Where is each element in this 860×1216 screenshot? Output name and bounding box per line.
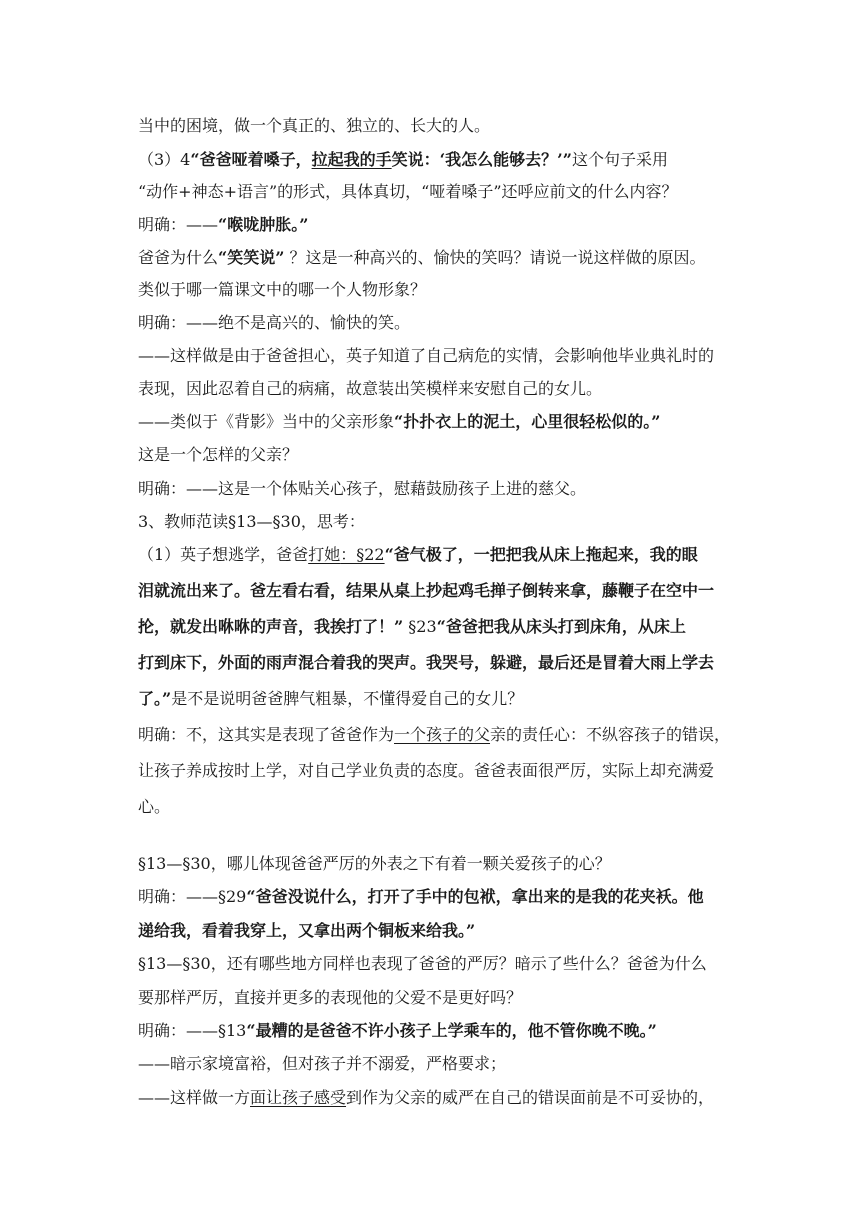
bold-quote-text: “爸爸没说什么，打开了手中的包袱，拿出来的是我的花夹袄。他 (246, 887, 704, 906)
underlined-text: 一个孩子的父 (394, 725, 491, 744)
text-line (138, 723, 764, 747)
text-segment: 到作为父亲的威严在自己的错误面前是不可妥协的， (346, 1088, 715, 1107)
text-segment: 明确：—— (138, 215, 219, 234)
text-line: 3、教师范读§13—§30，思考： (138, 512, 365, 531)
text-line (138, 1086, 764, 1110)
text-segment: 这个句子采用 (571, 150, 668, 169)
underlined-text: 面让孩子感受 (250, 1088, 347, 1107)
text-line (138, 410, 764, 434)
text-line (138, 885, 764, 909)
text-segment: 明确：——§29 (138, 887, 247, 906)
bold-quote-text: “喉咙肿胀。” (218, 215, 309, 234)
text-line: §13—§30，哪儿体现爸爸严厉的外表之下有着一颗关爱孩子的心？ (138, 854, 611, 873)
text-line: ——暗示家境富裕，但对孩子并不溺爱，严格要求； (138, 1054, 507, 1073)
text-line: 让孩子养成按时上学，对自己学业负责的态度。爸爸表面很严厉，实际上却充满爱 (138, 761, 715, 780)
text-line (138, 687, 764, 711)
underlined-text: 打她 (308, 545, 341, 564)
bold-quote-text: 泪就流出来了。爸左看右看，结果从桌上抄起鸡毛掸子倒转来拿，藤鞭子在空中一 (138, 581, 715, 600)
text-line (138, 148, 764, 172)
text-line: §13—§30，还有哪些地方同样也表现了爸爸的严厉？暗示了些什么？爸爸为什么 (138, 954, 707, 973)
bold-quote-text: “最糟的是爸爸不许小孩子上学乘车的，他不管你晚不晚。” (246, 1021, 657, 1040)
text-line (138, 213, 764, 237)
text-segment: （1）英子想逃学，爸爸 (138, 545, 309, 564)
text-segment: ——类似于《背影》当中的父亲形象 (138, 412, 395, 431)
bold-quote-text: “爸爸哑着嗓子， (190, 150, 312, 169)
text-line (138, 246, 764, 270)
text-line (138, 615, 764, 639)
text-line (138, 579, 764, 603)
text-segment: （3）4 (138, 150, 191, 169)
text-line (138, 1019, 764, 1043)
text-line: 当中的困境，做一个真正的、独立的、长大的人。 (138, 116, 491, 135)
text-segment: §23 (403, 617, 437, 636)
text-segment: ？这是一种高兴的、愉快的笑吗？请说一说这样做的原因。 (284, 248, 706, 267)
bold-quote-text: 了。” (138, 689, 172, 708)
text-line (138, 543, 764, 567)
text-segment: 爸爸为什么 (138, 248, 219, 267)
bold-quote-text: 拉起我的手 (311, 150, 392, 169)
bold-quote-text: 递给我，看着我穿上，又拿出两个铜板来给我。” (138, 921, 476, 940)
bold-quote-text: “扑扑衣上的泥土，心里很轻松似的。” (394, 412, 661, 431)
text-segment: 亲的责任心：不纵容孩子的错误， (490, 725, 731, 744)
bold-quote-text: 笑说：‘我怎么能够去？’” (391, 150, 572, 169)
text-line: 这是一个怎样的父亲？ (138, 445, 299, 464)
text-line (138, 651, 764, 675)
bold-quote-text: “爸气极了，一把把我从床上拖起来，我的眼 (384, 545, 698, 564)
text-line: 明确：——这是一个体贴关心孩子，慰藉鼓励孩子上进的慈父。 (138, 479, 587, 498)
text-segment: 明确：——§13 (138, 1021, 247, 1040)
text-line: “动作+神态+语言”的形式，具体真切，“哑着嗓子”还呼应前文的什么内容？ (138, 182, 678, 201)
bold-quote-text: “笑笑说” (218, 248, 285, 267)
text-line: 心。 (138, 797, 171, 816)
bold-quote-text: 抡，就发出咻咻的声音，我挨打了！” (138, 617, 404, 636)
text-segment: 是不是说明爸爸脾气粗暴，不懂得爱自己的女儿？ (171, 689, 524, 708)
text-line: 表现，因此忍着自己的病痛，故意装出笑模样来安慰自己的女儿。 (138, 379, 603, 398)
text-line (138, 919, 764, 943)
bold-quote-text: “爸爸把我从床头打到床角，从床上 (436, 617, 686, 636)
text-line: ——这样做是由于爸爸担心，英子知道了自己病危的实情，会影响他毕业典礼时的 (138, 346, 715, 365)
text-line: 明确：——绝不是高兴的、愉快的笑。 (138, 313, 411, 332)
bold-quote-text: 打到床下，外面的雨声混合着我的哭声。我哭号，躲避，最后还是冒着大雨上学去 (138, 653, 715, 672)
text-line: 要那样严厉，直接并更多的表现他的父爱不是更好吗？ (138, 988, 523, 1007)
text-line: 类似于哪一篇课文中的哪一个人物形象？ (138, 280, 427, 299)
text-segment: 明确：不，这其实是表现了爸爸作为 (138, 725, 395, 744)
underlined-text: ：§22 (340, 545, 385, 564)
text-segment: ——这样做一方 (138, 1088, 251, 1107)
